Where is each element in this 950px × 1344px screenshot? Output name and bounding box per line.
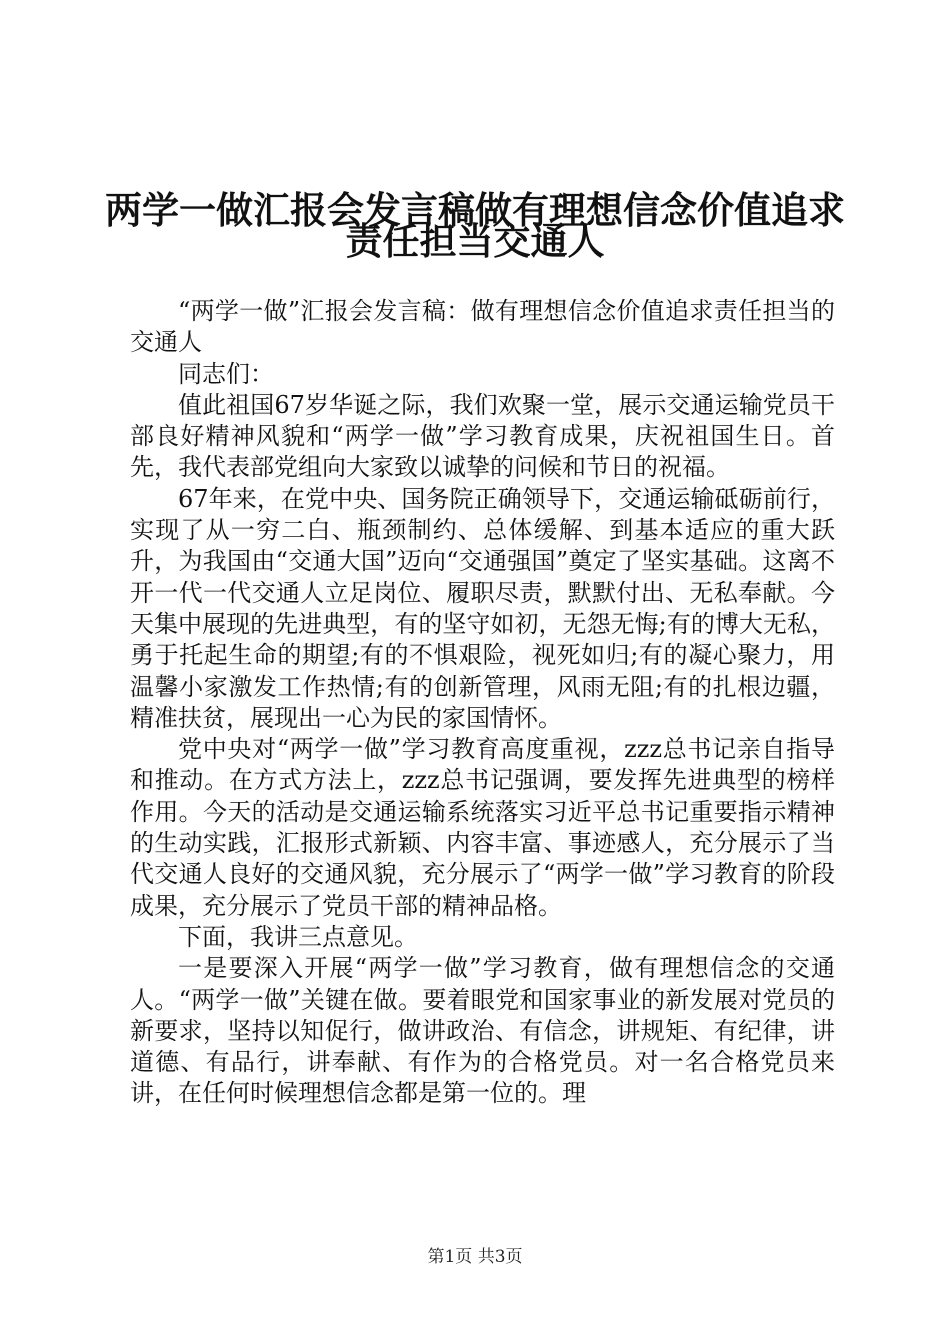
paragraph-opening: 值此祖国67岁华诞之际，我们欢聚一堂，展示交通运输党员干部良好精神风貌和“两学一做”学习教育成果，庆祝祖国生日。首先，我代表部党组向大家致以诚挚的问候和节日的祝福。 [130,390,835,482]
document-title-line-1: 两学一做汇报会发言稿做有理想信念价值追求 [105,188,845,232]
paragraph-history: 67年来，在党中央、国务院正确领导下，交通运输砥砺前行，实现了从一穷二白、瓶颈制约、总体缓解、到基本适应的重大跃升，为我国由“交通大国”迈向“交通强国”奠定了坚实基础。这离不开一代一代交通人立足岗位、履职尽责，默默付出、无私奉献。今天集中展现的先进典型，有的坚守如初，无怨无悔;有的博大无私，勇于托起生命的期望;有的不惧艰险，视死如归;有的凝心聚力，用温馨小家激发工作热情;有的创新管理，风雨无阻;有的扎根边疆，精准扶贫，展现出一心为民的家国情怀。 [130,484,835,732]
document-title-line-2: 责任担当交通人 [345,219,605,263]
paragraph-central-committee: 党中央对“两学一做”学习教育高度重视，zzz总书记亲自指导和推动。在方式方法上，zzz总书记强调，要发挥先进典型的榜样作用。今天的活动是交通运输系统落实习近平总书记重要指示精神的生动实践，汇报形式新颖、内容丰富、事迹感人，充分展示了当代交通人良好的交通风貌，充分展示了“两学一做”学习教育的阶段成果，充分展示了党员干部的精神品格。 [130,735,835,920]
paragraph-subtitle: “两学一做”汇报会发言稿：做有理想信念价值追求责任担当的交通人 [130,297,835,357]
page-footer: 第1页 共3页 [427,1247,523,1267]
paragraph-point-one: 一是要深入开展“两学一做”学习教育，做有理想信念的交通人。“两学一做”关键在做。要着眼党和国家事业的新发展对党员的新要求，坚持以知促行，做讲政治、有信念，讲规矩、有纪律，讲道德、有品行，讲奉献、有作为的合格党员。对一名合格党员来讲，在任何时候理想信念都是第一位的。理 [130,954,835,1108]
paragraph-three-points: 下面，我讲三点意见。 [178,922,418,951]
document-body [130,296,835,1110]
paragraph-salutation: 同志们： [178,359,274,388]
